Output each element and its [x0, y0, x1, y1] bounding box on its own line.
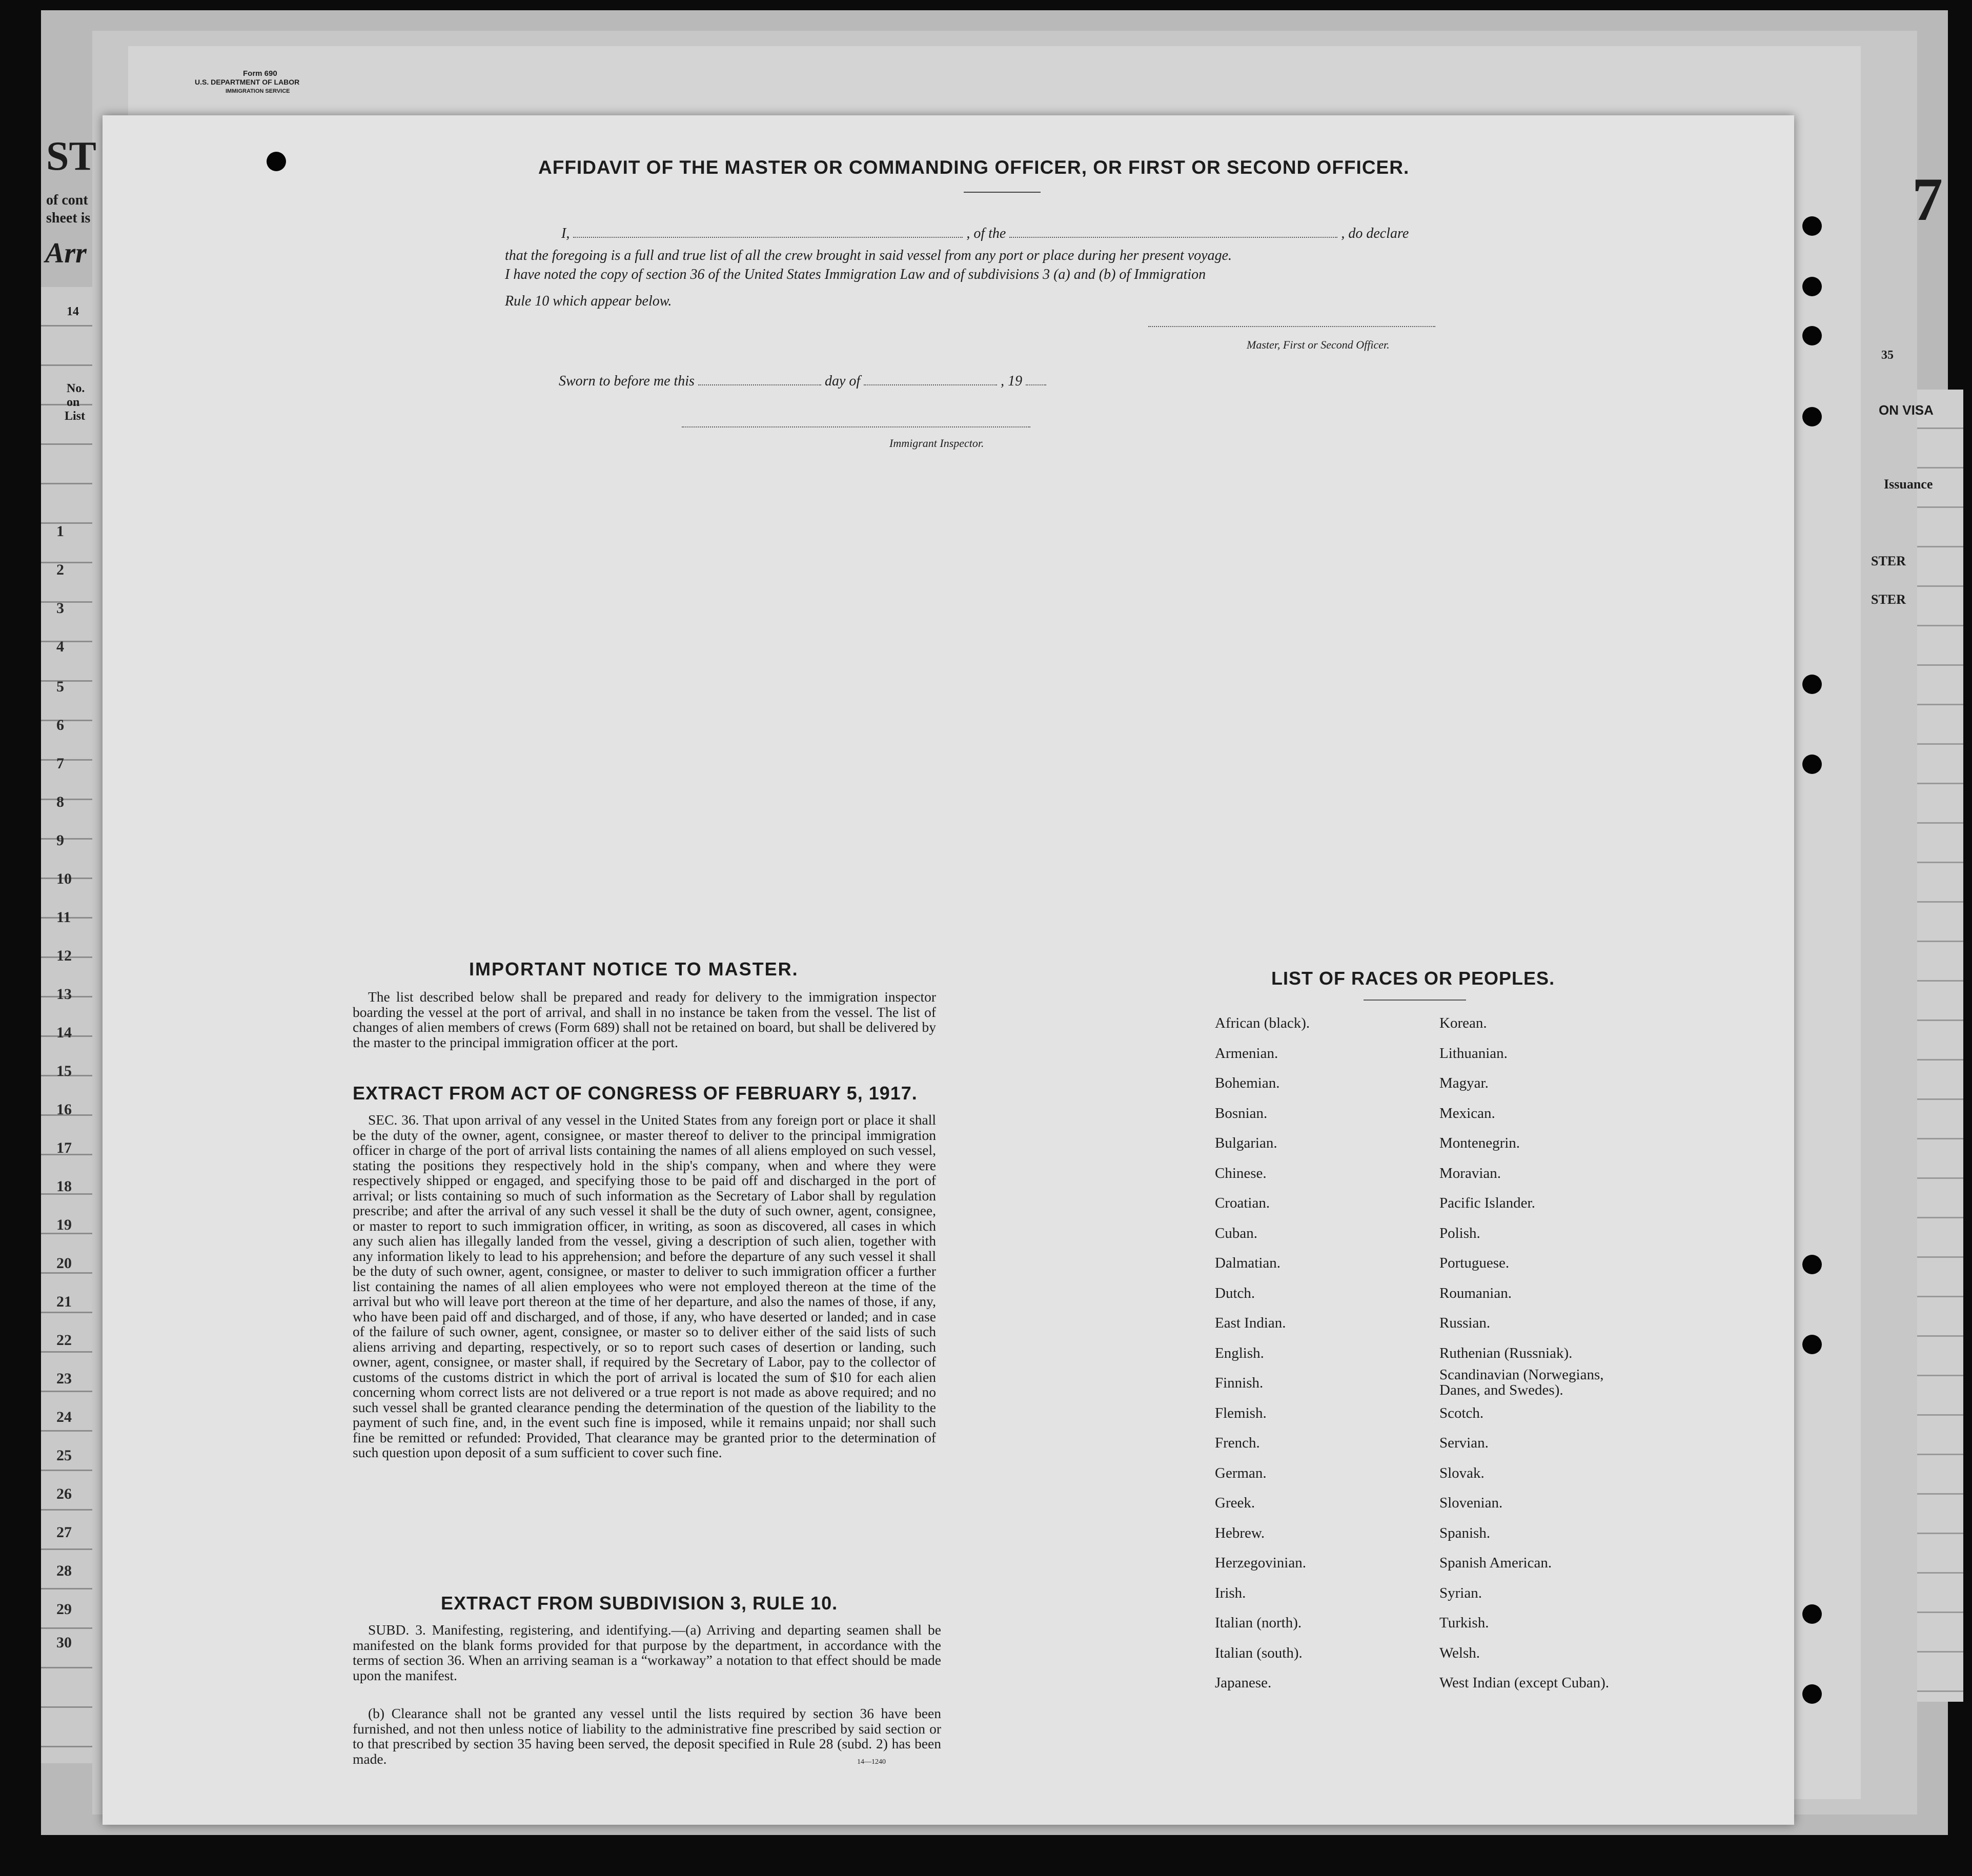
race-item: Korean. — [1439, 1015, 1487, 1031]
declaration-line-1 — [561, 226, 1409, 242]
race-item: African (black). — [1215, 1015, 1310, 1031]
race-item: Roumanian. — [1439, 1285, 1512, 1301]
punch-hole — [1802, 1255, 1822, 1274]
right-fragment-7: 7 — [1912, 165, 1943, 233]
race-item: West Indian (except Cuban). — [1439, 1675, 1610, 1691]
right-fragment-issuance: Issuance — [1884, 477, 1933, 492]
inspector-signature-field[interactable] — [682, 426, 1030, 427]
row-number: 21 — [56, 1293, 72, 1310]
left-fragment-col-14: 14 — [67, 305, 79, 318]
punch-hole — [1802, 407, 1822, 426]
race-item: Dutch. — [1215, 1285, 1255, 1301]
race-item: Welsh. — [1439, 1645, 1480, 1661]
race-item: Chinese. — [1215, 1165, 1267, 1181]
race-item: East Indian. — [1215, 1315, 1286, 1331]
row-number: 5 — [56, 678, 64, 695]
race-item: Italian (south). — [1215, 1645, 1303, 1661]
declaration-line-2: that the foregoing is a full and true list of all the crew brought in said vessel from any port or place during her present voyage. — [505, 248, 1232, 263]
declarant-prefix: I, — [561, 226, 570, 241]
row-number: 14 — [56, 1024, 72, 1041]
race-item: Spanish. — [1439, 1525, 1491, 1541]
race-item: Portuguese. — [1439, 1255, 1510, 1271]
right-fragment-ster-1: STER — [1871, 554, 1906, 568]
vessel-name-field[interactable] — [1009, 237, 1337, 238]
inspector-caption: Immigrant Inspector. — [889, 437, 984, 450]
race-item: Armenian. — [1215, 1045, 1278, 1062]
left-fragment-list: List — [65, 410, 86, 423]
row-number: 13 — [56, 986, 72, 1003]
title-rule — [964, 192, 1041, 193]
right-fragment-ster-2: STER — [1871, 592, 1906, 607]
punch-hole — [1802, 1335, 1822, 1354]
punch-hole — [1802, 1604, 1822, 1624]
print-code: 14—1240 — [857, 1758, 886, 1766]
rule-extract-text-a: SUBD. 3. Manifesting, registering, and identifying.—(a) Arriving and departing seamen shall be manifested on the blank forms provided for that purpose by the department, in accordance with the terms of section 36. When an arriving seaman is a “workaway” a notation to that effect should be made upon the manifest. — [353, 1622, 941, 1683]
day-of-text: day of — [824, 373, 861, 389]
row-number: 18 — [56, 1178, 72, 1195]
race-item: Herzegovinian. — [1215, 1555, 1306, 1571]
race-item: Greek. — [1215, 1495, 1255, 1511]
row-number: 11 — [56, 909, 71, 926]
notice-title: IMPORTANT NOTICE TO MASTER. — [469, 959, 799, 980]
row-number: 15 — [56, 1063, 72, 1079]
row-number: 19 — [56, 1216, 72, 1233]
race-item: French. — [1215, 1435, 1260, 1451]
race-item: Pacific Islander. — [1439, 1195, 1535, 1211]
row-number: 23 — [56, 1370, 72, 1387]
left-fragment-on: on — [67, 396, 80, 409]
row-number: 12 — [56, 947, 72, 964]
row-number: 27 — [56, 1524, 72, 1541]
sworn-month-field[interactable] — [864, 384, 997, 385]
race-item: Japanese. — [1215, 1675, 1272, 1691]
race-item: Moravian. — [1439, 1165, 1501, 1181]
race-item: Hebrew. — [1215, 1525, 1265, 1541]
races-title-rule — [1364, 1000, 1466, 1001]
punch-hole — [1802, 1684, 1822, 1704]
row-number: 30 — [56, 1634, 72, 1651]
department-name: U.S. DEPARTMENT OF LABOR — [195, 78, 300, 86]
row-number: 17 — [56, 1139, 72, 1156]
act-extract-text: SEC. 36. That upon arrival of any vessel in the United States from any foreign port or place it shall be the duty of the owner, agent, consignee, or master thereof to deliver to the principal immigration officer in charge of the port of arrival lists containing the names of all aliens employed on such vessel, stating the positions they respectively hold in the ship's company, when and where they were respectively shipped or engaged, and specifying those to be paid off and discharged in the port of arrival; or lists containing so much of such information as the Secretary of Labor shall by regulation prescribe; and after the arrival of any such vessel it shall be the duty of such owner, agent, consignee, or master to report to such immigration officer, in writing, as soon as discovered, all cases in which any such alien has illegally landed from the vessel, giving a description of such alien, together with any information likely to lead to his apprehension; and before the departure of any such vessel it shall be the duty of such owner, agent, consignee, or master to deliver to such immigration officer a further list containing the names of all alien employees who were not employed thereon at the time of the arrival but who will leave port thereon at the time of her departure, and also the names of those, if any, who have been paid off and discharged, and of those, if any, who have deserted or landed; and in case of the failure of such owner, agent, consignee, or master so to deliver either of the said lists of such aliens arriving and departing, respectively, or so to report such cases of desertion or landing, such owner, agent, consignee, or master shall, if required by the Secretary of Labor, pay to the collector of customs of the customs district in which the port of arrival is located the sum of $10 for each alien concerning whom correct lists are not delivered or a true report is not made as above required; and no such vessel shall be granted clearance pending the determination of the question of the liability to the payment of such fine, and, in the event such fine is imposed, while it remains unpaid; nor shall such fine be remitted or refunded: Provided, That clearance may be granted prior to the determination of such question upon deposit of a sum sufficient to cover such fine. — [353, 1112, 936, 1460]
right-fragment-35: 35 — [1881, 349, 1894, 362]
act-extract-title: EXTRACT FROM ACT OF CONGRESS OF FEBRUARY 5, 1917. — [353, 1083, 918, 1104]
row-number: 24 — [56, 1409, 72, 1425]
race-item: Slovak. — [1439, 1465, 1485, 1481]
punch-hole — [1802, 216, 1822, 236]
race-item: Montenegrin. — [1439, 1135, 1520, 1151]
year-prefix: , 19 — [1001, 373, 1023, 389]
left-fragment-arr: Arr — [45, 237, 87, 269]
punch-hole — [1802, 675, 1822, 694]
row-number: 29 — [56, 1601, 72, 1618]
row-number: 6 — [56, 717, 64, 733]
race-item: Croatian. — [1215, 1195, 1270, 1211]
sworn-line — [559, 373, 1046, 390]
left-fragment-sheet-is: sheet is — [46, 210, 91, 226]
race-item: Bohemian. — [1215, 1075, 1280, 1091]
race-item: Syrian. — [1439, 1585, 1482, 1601]
declaration-line-3: I have noted the copy of section 36 of the United States Immigration Law and of subdivisions 3 (a) and (b) of Immigration — [505, 267, 1206, 282]
row-number: 9 — [56, 832, 64, 849]
race-item: Bosnian. — [1215, 1105, 1268, 1121]
row-number: 7 — [56, 755, 64, 772]
row-number: 1 — [56, 523, 64, 540]
race-item: English. — [1215, 1345, 1264, 1361]
right-fragment-on-visa: ON VISA — [1879, 402, 1934, 418]
race-item: Dalmatian. — [1215, 1255, 1281, 1271]
race-item: Polish. — [1439, 1225, 1480, 1241]
service-name: IMMIGRATION SERVICE — [226, 88, 290, 94]
punch-hole — [1802, 755, 1822, 774]
sworn-day-field[interactable] — [698, 384, 821, 385]
left-fragment-of-cont: of cont — [46, 192, 88, 208]
sworn-text: Sworn to before me this — [559, 373, 695, 389]
row-number: 8 — [56, 793, 64, 810]
race-item: Lithuanian. — [1439, 1045, 1508, 1062]
race-item: Mexican. — [1439, 1105, 1495, 1121]
race-item: Italian (north). — [1215, 1615, 1302, 1631]
race-item: Irish. — [1215, 1585, 1246, 1601]
race-item: Bulgarian. — [1215, 1135, 1277, 1151]
row-number: 26 — [56, 1485, 72, 1502]
punch-hole — [1802, 277, 1822, 296]
race-item: Servian. — [1439, 1435, 1489, 1451]
race-item: German. — [1215, 1465, 1267, 1481]
punch-hole — [1802, 326, 1822, 345]
row-number: 16 — [56, 1101, 72, 1118]
race-item: Slovenian. — [1439, 1495, 1503, 1511]
race-item: Magyar. — [1439, 1075, 1489, 1091]
left-fragment-st: ST — [46, 134, 96, 179]
row-number: 22 — [56, 1332, 72, 1349]
row-number: 2 — [56, 561, 64, 578]
officer-signature-field[interactable] — [1148, 326, 1435, 327]
race-item: Cuban. — [1215, 1225, 1257, 1241]
officer-signature-caption: Master, First or Second Officer. — [1247, 338, 1390, 351]
race-item: Scandinavian (Norwegians, Danes, and Swedes). — [1439, 1367, 1604, 1398]
row-number: 3 — [56, 600, 64, 617]
rule-extract-text-b: (b) Clearance shall not be granted any vessel until the lists required by section 36 have been furnished, and not then unless notice of liability to the administrative fine prescribed by said section or to that prescribed by section 35 having been served, the deposit specified in Rule 28 (subd. 2) has been made. — [353, 1705, 941, 1767]
row-number: 20 — [56, 1255, 72, 1272]
race-item: Spanish American. — [1439, 1555, 1552, 1571]
form-number: Form 690 — [243, 69, 277, 78]
race-item: Flemish. — [1215, 1405, 1267, 1421]
rule-extract-title: EXTRACT FROM SUBDIVISION 3, RULE 10. — [441, 1593, 838, 1614]
punch-hole — [267, 152, 286, 171]
row-number: 10 — [56, 870, 72, 887]
row-number: 28 — [56, 1562, 72, 1579]
race-item: Russian. — [1439, 1315, 1491, 1331]
races-title: LIST OF RACES OR PEOPLES. — [1271, 968, 1555, 989]
row-number: 4 — [56, 638, 64, 655]
sworn-year-field[interactable] — [1026, 384, 1046, 385]
row-number: 25 — [56, 1447, 72, 1464]
race-item: Ruthenian (Russniak). — [1439, 1345, 1573, 1361]
declarant-name-field[interactable] — [573, 237, 963, 238]
do-declare-text: , do declare — [1341, 226, 1409, 241]
race-item: Scotch. — [1439, 1405, 1484, 1421]
race-item: Turkish. — [1439, 1615, 1489, 1631]
affidavit-title: AFFIDAVIT OF THE MASTER OR COMMANDING OFFICER, OR FIRST OR SECOND OFFICER. — [538, 157, 1410, 178]
race-item: Finnish. — [1215, 1375, 1264, 1391]
notice-text: The list described below shall be prepared and ready for delivery to the immigration inspector boarding the vessel at the port of arrival, and shall in no instance be taken from the vessel. The list of changes of alien members of crews (Form 689) shall not be retained on board, but shall be delivered by the master to the principal immigration officer at the port. — [353, 989, 936, 1050]
declaration-line-4: Rule 10 which appear below. — [505, 293, 672, 309]
left-fragment-no: No. — [67, 382, 85, 395]
declarant-of-the: , of the — [966, 226, 1006, 241]
